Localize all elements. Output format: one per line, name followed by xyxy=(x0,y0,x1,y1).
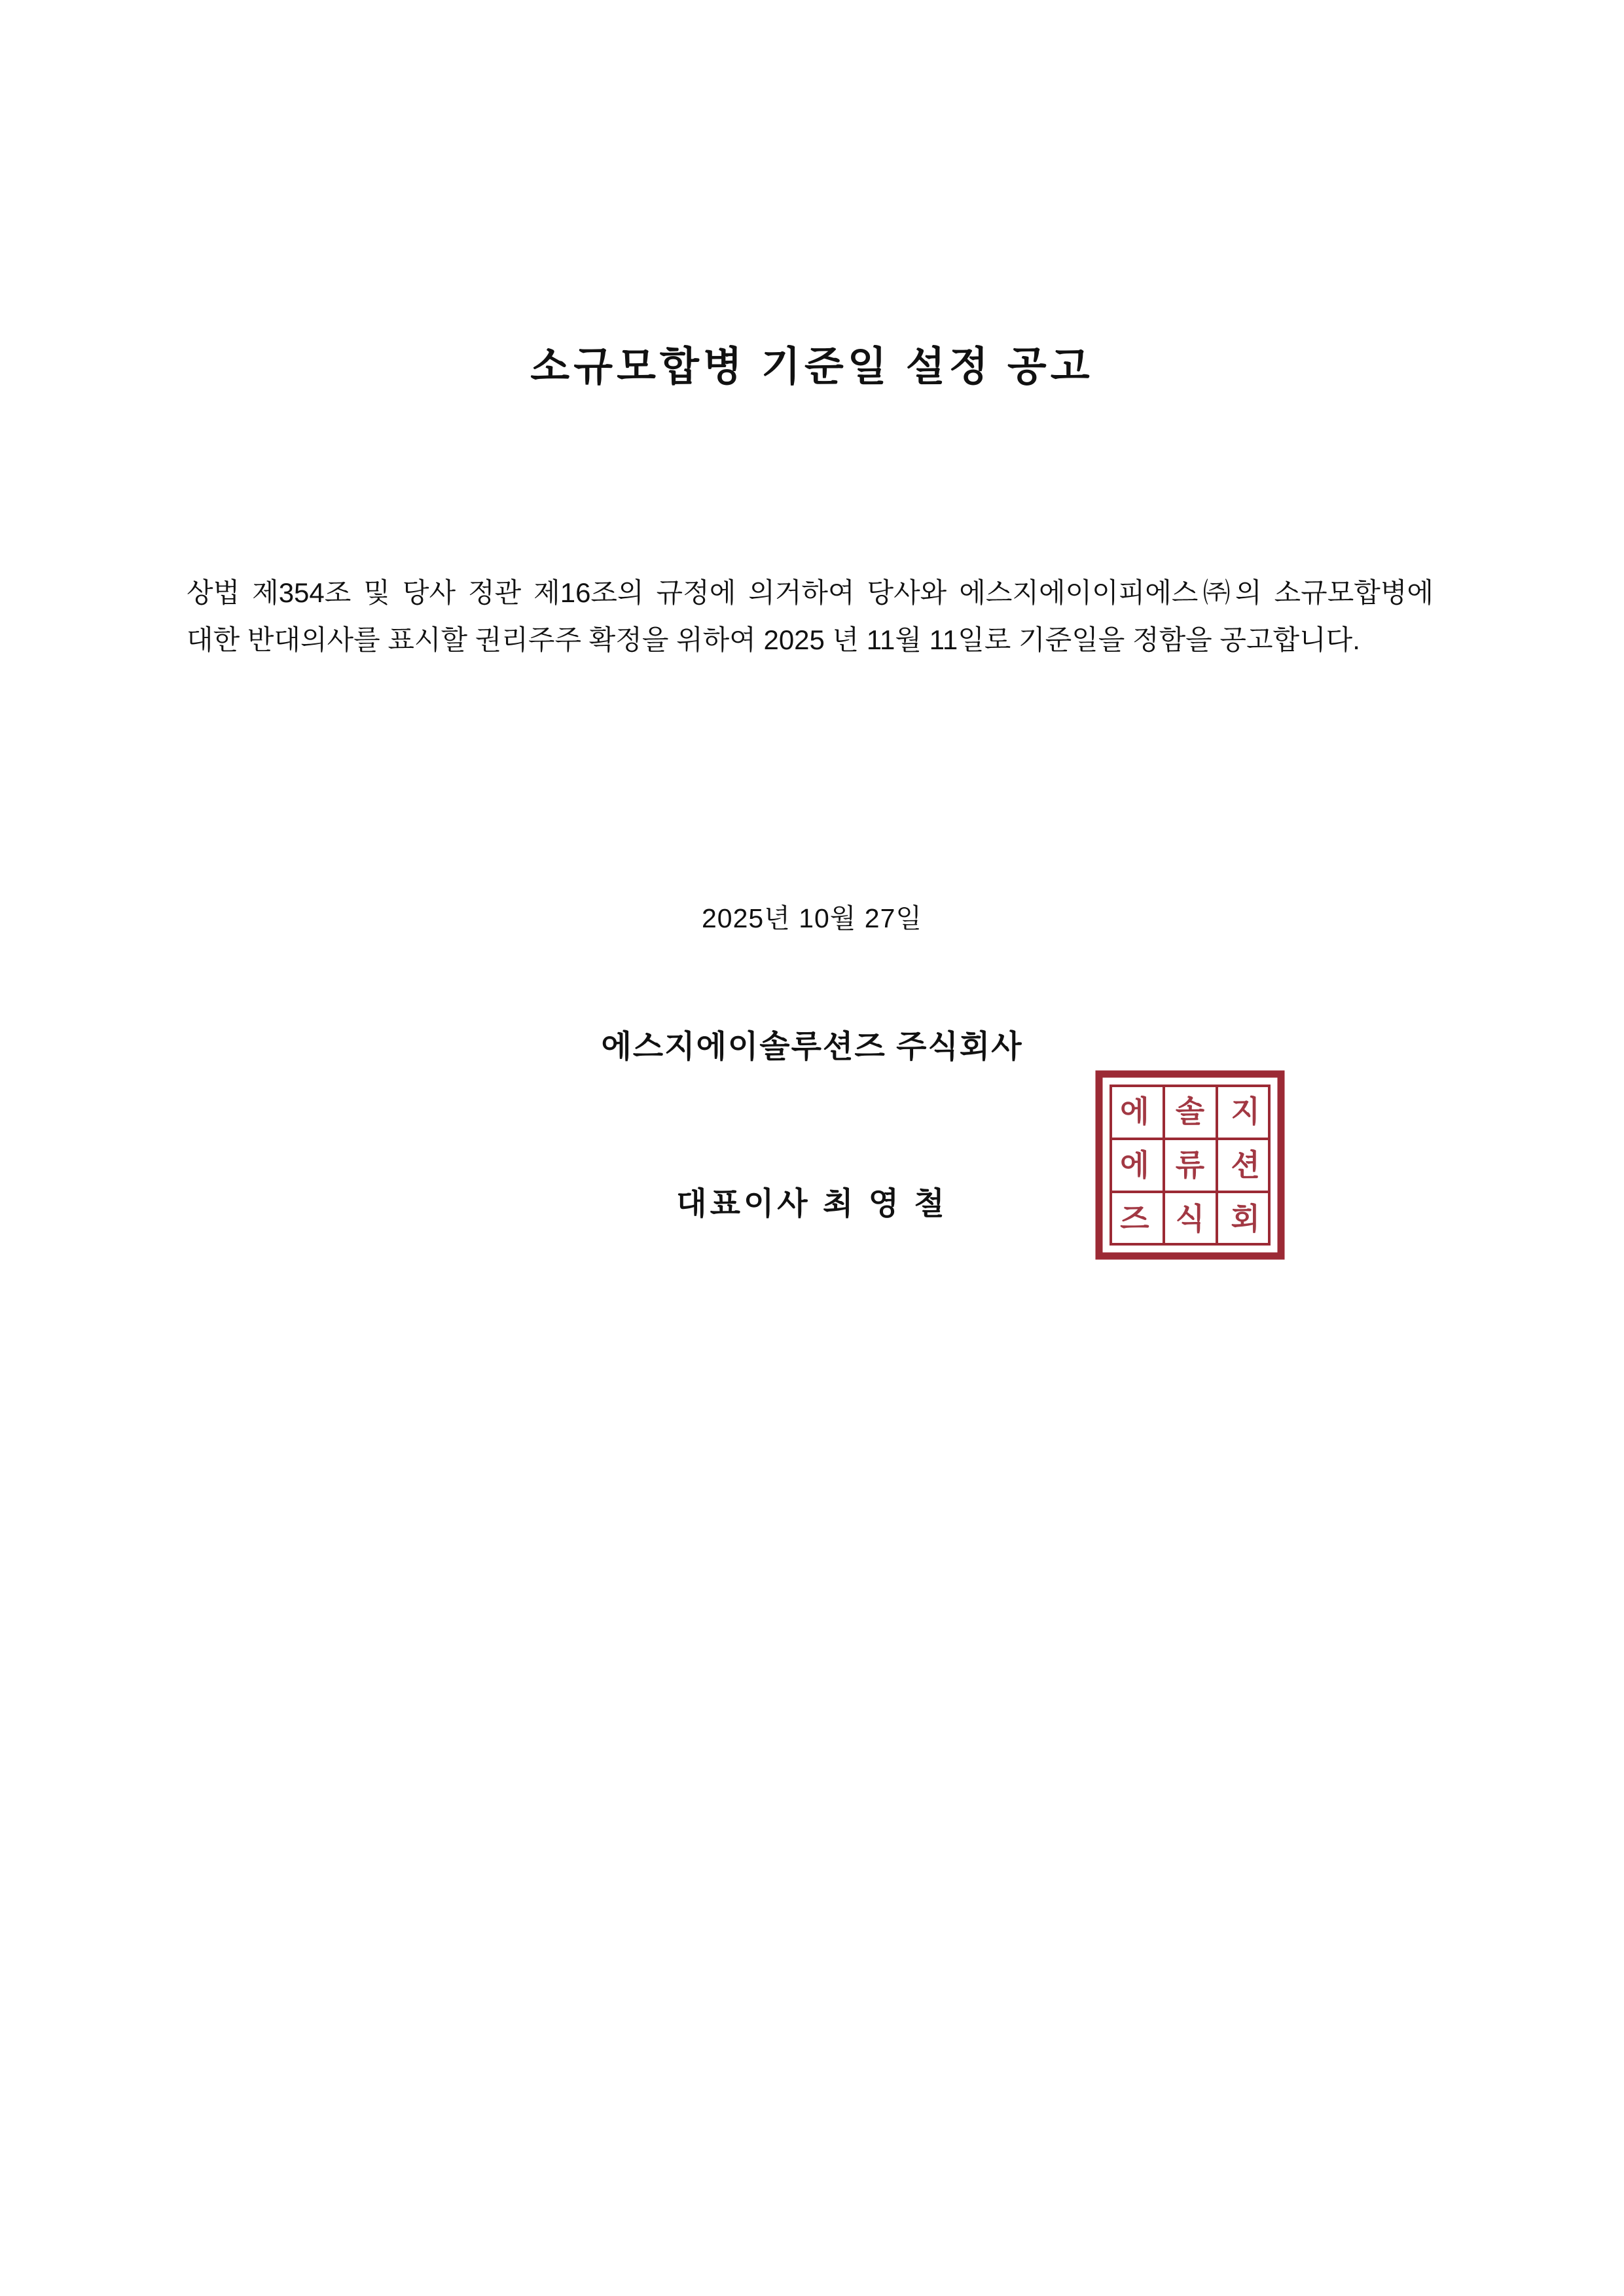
seal-char: 션 xyxy=(1231,1147,1260,1183)
corporate-seal-icon xyxy=(1095,1070,1285,1260)
body-paragraph: 상법 제354조 및 당사 정관 제16조의 규정에 의거하여 당사와 에스지에이이피에스㈜의 소규모합병에 대한 반대의사를 표시할 권리주주 확정을 위하여 2025 년 11월 11일로 기준일을 정함을 공고합니다. xyxy=(187,577,1434,656)
seal-characters xyxy=(1095,1070,1285,1260)
seal-char: 식 xyxy=(1175,1201,1205,1236)
seal-char: 즈 xyxy=(1120,1201,1149,1236)
seal-char: 지 xyxy=(1231,1094,1260,1129)
announcement-date: 2025년 10월 27일 xyxy=(701,903,923,933)
seal-char: 에 xyxy=(1120,1147,1149,1183)
seal-char: 회 xyxy=(1231,1201,1260,1236)
company-name: 에스지에이솔루션즈 주식회사 xyxy=(601,1030,1023,1064)
page-title: 소규모합병 기준일 설정 공고 xyxy=(530,344,1094,389)
seal-char: 에 xyxy=(1120,1094,1149,1129)
announcement-body xyxy=(187,569,1434,664)
seal-char: 솔 xyxy=(1175,1094,1205,1129)
seal-char: 류 xyxy=(1175,1147,1205,1183)
officer-signature-line: 대표이사 최 영 철 xyxy=(676,1187,948,1221)
